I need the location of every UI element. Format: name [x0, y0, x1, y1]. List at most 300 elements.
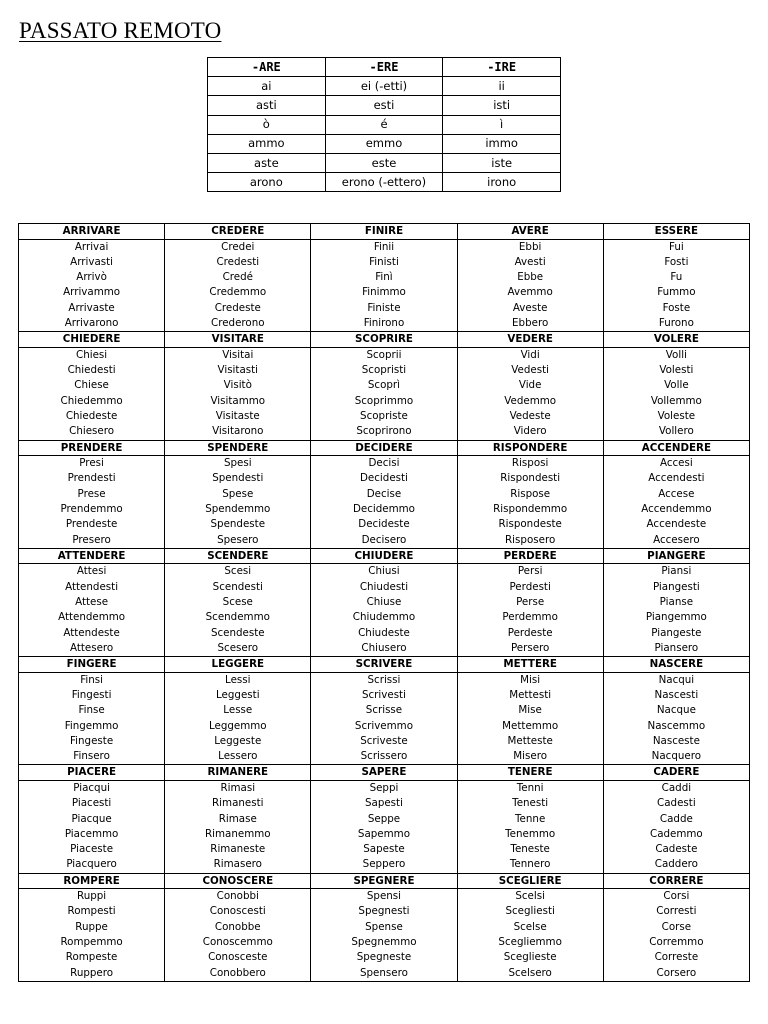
verb-name: RIMANERE — [165, 765, 311, 781]
verb-forms-cell — [311, 780, 457, 873]
verb-form: Conobbi — [216, 890, 259, 903]
verb-form: Credemmo — [209, 286, 267, 299]
verb-form: Perdemmo — [502, 611, 558, 624]
verb-form: Spegnesti — [358, 905, 410, 918]
endings-row — [208, 115, 561, 134]
verb-forms-cell — [603, 672, 749, 765]
verb-form: Nacque — [656, 704, 696, 717]
verb-forms-cell — [19, 889, 165, 982]
verb-form: Correste — [654, 951, 699, 964]
verb-forms-cell — [457, 672, 603, 765]
verb-header-row — [19, 765, 750, 781]
verb-forms-row — [19, 672, 750, 765]
verb-form: Conobbe — [214, 920, 261, 933]
verb-forms-cell — [457, 347, 603, 440]
verb-form: Conosceste — [208, 951, 268, 964]
verb-form: Misi — [520, 673, 541, 686]
endings-header-row — [208, 58, 561, 77]
verb-form: Piaceste — [70, 843, 114, 856]
verb-form: Scendesti — [212, 580, 263, 593]
verb-form: Mettemmo — [502, 719, 559, 732]
verb-form: Nascemmo — [647, 719, 706, 732]
verb-form: Corse — [661, 920, 692, 933]
verb-forms-row — [19, 889, 750, 982]
verb-form: Spendesti — [212, 472, 264, 485]
verb-form: Scegliesti — [505, 905, 555, 918]
verb-form: Finimmo — [362, 286, 406, 299]
verb-forms-cell — [19, 564, 165, 657]
verb-form: Misero — [513, 750, 548, 763]
verb-form: Ruppero — [70, 966, 114, 979]
verb-form: Lessero — [218, 750, 258, 763]
verb-form: Scriveste — [360, 734, 408, 747]
verb-form: Chiudeste — [358, 626, 410, 639]
verb-form: Teneste — [510, 843, 550, 856]
verb-form: Spense — [365, 920, 403, 933]
verb-form: Arrivò — [76, 271, 107, 284]
verb-forms-row — [19, 347, 750, 440]
verb-form: Nacqui — [658, 673, 695, 686]
ending-cell: aste — [208, 153, 326, 172]
verb-form: Fingesti — [71, 688, 112, 701]
verb-form: Fui — [669, 240, 684, 253]
verb-form: Piangesti — [652, 580, 700, 593]
verb-form: Credeste — [214, 301, 261, 314]
verb-form: Tenni — [516, 781, 544, 794]
verb-form: Scopriste — [360, 409, 408, 422]
verb-form: Chiesero — [69, 425, 115, 438]
verb-name: VISITARE — [165, 332, 311, 348]
verb-header-row — [19, 657, 750, 673]
verb-form: Vidi — [520, 348, 540, 361]
verb-form: Chiesi — [76, 348, 108, 361]
verb-form: Leggemmo — [208, 719, 267, 732]
verb-form: Piangemmo — [645, 611, 707, 624]
ending-cell: ai — [208, 77, 326, 96]
verb-name: PIANGERE — [603, 548, 749, 564]
endings-header-are: -ARE — [208, 58, 326, 77]
verb-form: Cadde — [659, 812, 693, 825]
ending-cell: immo — [443, 134, 561, 153]
verb-form: Chiedeste — [65, 409, 118, 422]
verb-forms-cell — [603, 780, 749, 873]
verb-forms-cell — [165, 456, 311, 549]
verb-form: Aveste — [512, 301, 548, 314]
verb-form: Piacquero — [66, 858, 117, 871]
verb-form: Fingeste — [70, 734, 114, 747]
verb-forms-row — [19, 239, 750, 332]
verb-form: Spegnemmo — [351, 936, 417, 949]
verb-form: Attesi — [76, 565, 107, 578]
verb-form: Spensi — [366, 890, 402, 903]
verb-form: Prendeste — [65, 518, 118, 531]
page-title: PASSATO REMOTO — [19, 18, 222, 43]
verb-form: Scegliemmo — [498, 936, 562, 949]
verb-form: Visitai — [222, 348, 254, 361]
verb-form: Scesi — [224, 565, 252, 578]
endings-header-ere: -ERE — [325, 58, 443, 77]
verb-form: Credesti — [216, 255, 260, 268]
verb-form: Chiusero — [361, 641, 407, 654]
verbs-conjugation-table — [18, 223, 750, 982]
verb-name: ACCENDERE — [603, 440, 749, 456]
verb-form: Seppi — [369, 781, 399, 794]
verb-form: Pianse — [659, 595, 694, 608]
ending-cell: ii — [443, 77, 561, 96]
verb-form: Perdeste — [507, 626, 553, 639]
verb-form: Spensero — [359, 966, 408, 979]
verb-forms-cell — [19, 780, 165, 873]
verb-form: Accendemmo — [641, 502, 712, 515]
verb-form: Spendeste — [210, 518, 266, 531]
verb-form: Chiedemmo — [60, 394, 123, 407]
verb-form: Corremmo — [649, 936, 704, 949]
verb-form: Vedesti — [511, 364, 550, 377]
verb-form: Mettesti — [509, 688, 552, 701]
verb-form: Rompemmo — [60, 936, 123, 949]
verb-form: Videro — [513, 425, 547, 438]
verb-form: Piacqui — [73, 781, 110, 794]
verb-forms-cell — [311, 889, 457, 982]
verb-name: CORRERE — [603, 873, 749, 889]
verb-form: Rispondemmo — [493, 502, 568, 515]
verb-form: Accendesti — [648, 472, 705, 485]
verb-form: Scrissero — [360, 750, 408, 763]
ending-cell: ei (-etti) — [325, 77, 443, 96]
verb-form: Decise — [366, 487, 402, 500]
verb-name: CHIEDERE — [19, 332, 165, 348]
verb-form: Caddi — [661, 781, 692, 794]
ending-cell: iste — [443, 153, 561, 172]
verb-name: SCENDERE — [165, 548, 311, 564]
verb-name: CONOSCERE — [165, 873, 311, 889]
verb-name: CADERE — [603, 765, 749, 781]
verb-form: Ebbe — [517, 271, 544, 284]
verb-form: Tennero — [509, 858, 551, 871]
verb-form: Finirono — [363, 316, 405, 329]
verb-form: Risposi — [511, 457, 549, 470]
verb-form: Corsi — [663, 890, 690, 903]
verb-form: Chiedesti — [67, 364, 116, 377]
verb-form: Scoprimmo — [354, 394, 414, 407]
verb-form: Perse — [516, 595, 545, 608]
verb-header-row — [19, 440, 750, 456]
verb-name: SCRIVERE — [311, 657, 457, 673]
verb-form: Arrivai — [74, 240, 109, 253]
verb-form: Attese — [75, 595, 109, 608]
verb-form: Ruppi — [77, 890, 107, 903]
verb-name: ARRIVARE — [19, 224, 165, 240]
verb-forms-cell — [457, 889, 603, 982]
verb-form: Rimanemmo — [204, 827, 271, 840]
verb-form: Rimasero — [213, 858, 262, 871]
verb-name: SPEGNERE — [311, 873, 457, 889]
verb-form: Visitasti — [217, 364, 259, 377]
verb-forms-cell — [19, 347, 165, 440]
verb-form: Vide — [518, 379, 542, 392]
verb-form: Attendemmo — [58, 611, 126, 624]
verb-form: Accese — [658, 487, 695, 500]
endings-row — [208, 96, 561, 115]
verb-form: Scrivesti — [361, 688, 406, 701]
verb-form: Credei — [221, 240, 255, 253]
verb-form: Tenesti — [512, 797, 549, 810]
verb-name: PERDERE — [457, 548, 603, 564]
verb-forms-cell — [165, 239, 311, 332]
verb-forms-cell — [165, 564, 311, 657]
verb-form: Fummo — [657, 286, 696, 299]
verb-form: Accendeste — [646, 518, 707, 531]
verb-form: Scrissi — [367, 673, 401, 686]
verb-name: CHIUDERE — [311, 548, 457, 564]
verb-form: Spesi — [223, 457, 252, 470]
verb-forms-cell — [311, 672, 457, 765]
ending-cell: arono — [208, 173, 326, 192]
verb-form: Visitammo — [210, 394, 266, 407]
verb-name: SCOPRIRE — [311, 332, 457, 348]
verb-form: Decisero — [361, 533, 407, 546]
verb-form: Fosti — [664, 255, 689, 268]
verb-form: Persi — [517, 565, 543, 578]
verb-header-row — [19, 332, 750, 348]
verb-form: Ruppe — [75, 920, 108, 933]
verb-name: AVERE — [457, 224, 603, 240]
verb-form: Sapesti — [364, 797, 403, 810]
verb-forms-row — [19, 564, 750, 657]
verb-form: Scesero — [217, 641, 259, 654]
verb-form: Spesero — [217, 533, 259, 546]
verb-form: Attendeste — [63, 626, 120, 639]
verb-form: Perdesti — [509, 580, 551, 593]
verb-form: Corresti — [656, 905, 697, 918]
endings-row — [208, 77, 561, 96]
verb-form: Conoscemmo — [202, 936, 273, 949]
ending-cell: erono (-ettero) — [325, 173, 443, 192]
verb-name: VEDERE — [457, 332, 603, 348]
verb-form: Finiste — [367, 301, 401, 314]
endings-row — [208, 153, 561, 172]
verb-form: Scelsi — [515, 890, 545, 903]
verb-form: Scelse — [513, 920, 547, 933]
verb-form: Rispondeste — [498, 518, 562, 531]
verb-form: Finsi — [80, 673, 103, 686]
verb-form: Prendemmo — [60, 502, 123, 515]
verb-form: Piacemmo — [64, 827, 119, 840]
verb-form: Persero — [510, 641, 550, 654]
verb-form: Cademmo — [650, 827, 703, 840]
verb-form: Credé — [222, 271, 253, 284]
verb-forms-cell — [603, 347, 749, 440]
verb-form: Chiudemmo — [352, 611, 416, 624]
verb-forms-cell — [603, 889, 749, 982]
endings-row — [208, 173, 561, 192]
verb-form: Rimasi — [220, 781, 256, 794]
verb-form: Attendesti — [65, 580, 119, 593]
verb-form: Decidesti — [360, 472, 408, 485]
verb-forms-cell — [457, 564, 603, 657]
verb-form: Decisi — [368, 457, 400, 470]
verb-form: Spese — [222, 487, 254, 500]
verb-form: Scoprii — [366, 348, 402, 361]
verb-form: Spegneste — [356, 951, 412, 964]
verb-form: Piacque — [71, 812, 112, 825]
verb-forms-cell — [165, 347, 311, 440]
verb-forms-row — [19, 780, 750, 873]
ending-cell: esti — [325, 96, 443, 115]
verb-form: Rispose — [510, 487, 551, 500]
verb-form: Conoscesti — [209, 905, 266, 918]
verb-form: Scoprirono — [356, 425, 412, 438]
verb-form: Mise — [518, 704, 542, 717]
verb-forms-cell — [311, 347, 457, 440]
verb-name: LEGGERE — [165, 657, 311, 673]
verb-form: Lessi — [225, 673, 251, 686]
verb-forms-row — [19, 456, 750, 549]
verb-form: Volle — [664, 379, 689, 392]
verb-form: Attesero — [69, 641, 114, 654]
verb-form: Volli — [665, 348, 687, 361]
ending-cell: isti — [443, 96, 561, 115]
verb-form: Vollero — [658, 425, 694, 438]
verb-form: Finisti — [369, 255, 399, 268]
verb-form: Nacquero — [651, 750, 702, 763]
verb-form: Risposero — [505, 533, 556, 546]
verb-name: FINGERE — [19, 657, 165, 673]
verb-forms-cell — [19, 456, 165, 549]
verb-form: Vedemmo — [504, 394, 557, 407]
verb-name: SAPERE — [311, 765, 457, 781]
verb-form: Piangeste — [651, 626, 702, 639]
verb-forms-cell — [457, 780, 603, 873]
verb-name: METTERE — [457, 657, 603, 673]
verb-form: Rompeste — [65, 951, 118, 964]
verb-header-row — [19, 224, 750, 240]
verb-form: Vedeste — [509, 409, 551, 422]
verb-form: Nascesti — [654, 688, 699, 701]
verb-form: Avesti — [514, 255, 546, 268]
verb-forms-cell — [311, 564, 457, 657]
verb-name: NASCERE — [603, 657, 749, 673]
verb-form: Piacesti — [71, 797, 112, 810]
verb-name: RISPONDERE — [457, 440, 603, 456]
verb-forms-cell — [457, 239, 603, 332]
verb-form: Accesi — [660, 457, 693, 470]
verb-form: Rompesti — [67, 905, 116, 918]
ending-cell: é — [325, 115, 443, 134]
verb-form: Foste — [662, 301, 691, 314]
verb-form: Scopristi — [361, 364, 407, 377]
verb-name: PIACERE — [19, 765, 165, 781]
verb-form: Ebbero — [512, 316, 549, 329]
verb-form: Spendemmo — [205, 502, 271, 515]
verb-header-row — [19, 873, 750, 889]
verb-form: Scese — [222, 595, 253, 608]
verb-form: Visitò — [223, 379, 252, 392]
verb-forms-cell — [457, 456, 603, 549]
endings-table — [207, 57, 561, 192]
verb-form: Decideste — [358, 518, 410, 531]
verb-forms-cell — [603, 239, 749, 332]
verb-forms-cell — [603, 564, 749, 657]
ending-cell: ammo — [208, 134, 326, 153]
verb-form: Crederono — [211, 316, 265, 329]
verb-form: Finsero — [73, 750, 110, 763]
verb-form: Lesse — [223, 704, 253, 717]
verb-form: Chiusi — [368, 565, 400, 578]
ending-cell: ì — [443, 115, 561, 134]
verb-form: Finì — [375, 271, 393, 284]
verb-form: Sapemmo — [357, 827, 410, 840]
verb-form: Leggesti — [216, 688, 260, 701]
verb-name: SPENDERE — [165, 440, 311, 456]
verb-form: Scoprì — [367, 379, 401, 392]
verb-form: Prese — [77, 487, 106, 500]
verb-form: Cadeste — [655, 843, 698, 856]
verb-name: FINIRE — [311, 224, 457, 240]
verb-name: TENERE — [457, 765, 603, 781]
verb-form: Sapeste — [363, 843, 405, 856]
verb-form: Seppe — [367, 812, 401, 825]
ending-cell: ò — [208, 115, 326, 134]
verb-form: Cadesti — [657, 797, 696, 810]
verb-forms-cell — [603, 456, 749, 549]
ending-cell: asti — [208, 96, 326, 115]
verb-form: Piansi — [661, 565, 692, 578]
verb-form: Rimase — [218, 812, 257, 825]
verb-forms-cell — [165, 889, 311, 982]
verb-form: Rimaneste — [210, 843, 266, 856]
verb-header-row — [19, 548, 750, 564]
verb-name: ATTENDERE — [19, 548, 165, 564]
verb-form: Rimanesti — [212, 797, 264, 810]
endings-header-ire: -IRE — [443, 58, 561, 77]
verb-forms-cell — [311, 456, 457, 549]
verb-form: Fu — [670, 271, 683, 284]
verb-form: Piansero — [654, 641, 699, 654]
verb-form: Caddero — [654, 858, 698, 871]
verb-form: Nasceste — [652, 734, 700, 747]
verb-form: Presi — [79, 457, 104, 470]
verb-form: Voleste — [657, 409, 696, 422]
verb-form: Scrivemmo — [354, 719, 414, 732]
verb-name: ROMPERE — [19, 873, 165, 889]
verb-forms-cell — [19, 239, 165, 332]
verb-form: Scrisse — [365, 704, 403, 717]
verb-form: Tenne — [515, 812, 546, 825]
verb-forms-cell — [165, 780, 311, 873]
ending-cell: emmo — [325, 134, 443, 153]
verb-form: Avemmo — [507, 286, 553, 299]
verb-name: CREDERE — [165, 224, 311, 240]
verb-name: DECIDERE — [311, 440, 457, 456]
verb-form: Finse — [78, 704, 105, 717]
verb-form: Fingemmo — [64, 719, 119, 732]
verb-form: Chiuse — [366, 595, 402, 608]
verb-form: Corsero — [656, 966, 697, 979]
verb-name: PRENDERE — [19, 440, 165, 456]
verb-form: Conobbero — [209, 966, 266, 979]
verb-name: SCEGLIERE — [457, 873, 603, 889]
verb-form: Ebbi — [518, 240, 542, 253]
verb-form: Volesti — [659, 364, 694, 377]
verb-form: Accesero — [653, 533, 700, 546]
verb-form: Arrivammo — [63, 286, 121, 299]
verb-form: Scendeste — [210, 626, 265, 639]
verb-form: Sceglieste — [503, 951, 557, 964]
verb-form: Seppero — [362, 858, 406, 871]
ending-cell: este — [325, 153, 443, 172]
verb-form: Visitaste — [215, 409, 260, 422]
